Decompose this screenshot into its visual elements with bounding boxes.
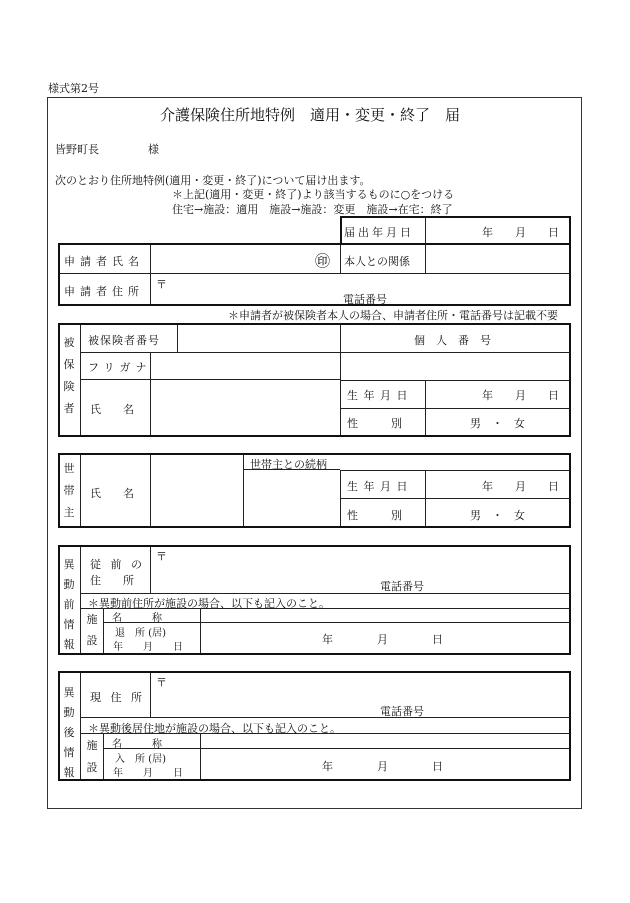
before-facility-2: 設	[86, 634, 98, 647]
after-facility-1: 施	[86, 739, 98, 752]
furigana-field[interactable]	[152, 354, 338, 378]
insured-name-field[interactable]	[152, 381, 338, 433]
form-number: 様式第2号	[48, 82, 99, 95]
addressee-name: 皆野町長	[55, 143, 99, 156]
personal-number-label: 個 人 番 号	[414, 334, 491, 347]
insured-side-3: 険	[63, 380, 75, 393]
before-note: ＊異動前住所が施設の場合、以下も記入のこと。	[88, 597, 330, 610]
householder-birth-value[interactable]: 年 月 日	[482, 480, 559, 493]
after-facility-name-field[interactable]	[202, 735, 569, 747]
before-side-5: 報	[63, 638, 75, 651]
applicant-address-field[interactable]	[152, 275, 569, 304]
before-move-date[interactable]: 年 月 日	[322, 633, 443, 646]
householder-name-field[interactable]	[152, 457, 241, 524]
before-facility-1: 施	[86, 613, 98, 626]
furigana-label: フリガナ	[88, 361, 152, 374]
insured-birth-value[interactable]: 年 月 日	[482, 389, 559, 402]
after-address-label: 現 住 所	[90, 691, 145, 704]
applicant-phone-label: 電話番号	[343, 293, 387, 306]
intro-line-1: 次のとおり住所地特例(適用・変更・終了)について届け出ます。	[55, 174, 371, 187]
insured-name-label: 氏 名	[90, 403, 134, 416]
after-move-label-1: 入 所 (居)	[115, 754, 166, 765]
householder-name-label: 氏 名	[90, 487, 134, 500]
after-side-4: 情	[63, 746, 75, 759]
householder-sex-value[interactable]: 男 ・ 女	[470, 509, 525, 522]
insured-side-4: 者	[63, 402, 75, 415]
after-postal-mark: 〒	[156, 676, 167, 689]
before-address-field[interactable]	[152, 548, 569, 592]
form-title: 介護保険住所地特例 適用・変更・終了 届	[160, 106, 461, 124]
householder-sex-label: 性 別	[347, 509, 402, 522]
insured-side-1: 被	[63, 336, 75, 349]
before-side-1: 異	[63, 558, 75, 571]
householder-relation-label: 世帯主との続柄	[250, 458, 327, 471]
applicant-address-label: 申請者住所	[64, 285, 144, 298]
applicant-name-label: 申請者氏名	[64, 255, 144, 268]
householder-side-2: 帯	[63, 484, 75, 497]
after-move-label-2: 年 月 日	[113, 768, 183, 779]
insured-sex-value[interactable]: 男 ・ 女	[470, 417, 525, 430]
after-facility-2: 設	[86, 761, 98, 774]
after-side-2: 動	[63, 706, 75, 719]
insured-number-label: 被保険者番号	[88, 334, 160, 347]
applicant-note: ＊申請者が被保険者本人の場合、申請者住所・電話番号は記載不要	[228, 309, 558, 322]
before-address-label-2: 住 所	[90, 574, 134, 587]
householder-birth-label: 生 年 月 日	[347, 480, 409, 493]
after-side-3: 後	[63, 726, 75, 739]
before-move-label-1: 退 所 (居)	[115, 628, 166, 639]
applicant-relation-label: 本人との関係	[344, 255, 410, 268]
insured-number-field[interactable]	[179, 327, 338, 351]
intro-line-3: 住宅→施設：適用 施設→施設：変更 施設→在宅：終了	[172, 203, 453, 216]
after-side-1: 異	[63, 686, 75, 699]
after-phone-label: 電話番号	[380, 705, 424, 718]
addressee-honorific: 様	[148, 143, 159, 156]
before-facility-name-field[interactable]	[202, 609, 569, 621]
before-address-label-1: 従 前 の	[90, 558, 145, 571]
before-side-2: 動	[63, 578, 75, 591]
after-side-5: 報	[63, 766, 75, 779]
insured-sex-label: 性 別	[347, 417, 402, 430]
applicant-postal-mark: 〒	[156, 278, 167, 291]
intro-line-2: ＊上記(適用・変更・終了)より該当するものに○をつける	[172, 188, 455, 201]
seal-mark: ㊞	[315, 252, 331, 270]
after-facility-name-label: 名 称	[112, 739, 162, 750]
insured-birth-label: 生 年 月 日	[347, 389, 409, 402]
applicant-date-label: 届出年月日	[344, 226, 414, 239]
before-side-3: 前	[63, 598, 75, 611]
applicant-relation-field[interactable]	[427, 247, 569, 271]
before-side-4: 情	[63, 618, 75, 631]
householder-side-3: 主	[63, 506, 75, 519]
after-move-date[interactable]: 年 月 日	[322, 760, 443, 773]
after-note: ＊異動後居住地が施設の場合、以下も記入のこと。	[88, 722, 341, 735]
before-facility-name-label: 名 称	[112, 613, 162, 624]
applicant-date-value[interactable]: 年 月 日	[482, 226, 559, 239]
householder-relation-field[interactable]	[245, 472, 338, 524]
before-move-label-2: 年 月 日	[113, 642, 183, 653]
after-address-field[interactable]	[152, 674, 569, 716]
before-phone-label: 電話番号	[380, 580, 424, 593]
householder-side-1: 世	[63, 462, 75, 475]
before-postal-mark: 〒	[156, 550, 167, 563]
insured-side-2: 保	[63, 358, 75, 371]
